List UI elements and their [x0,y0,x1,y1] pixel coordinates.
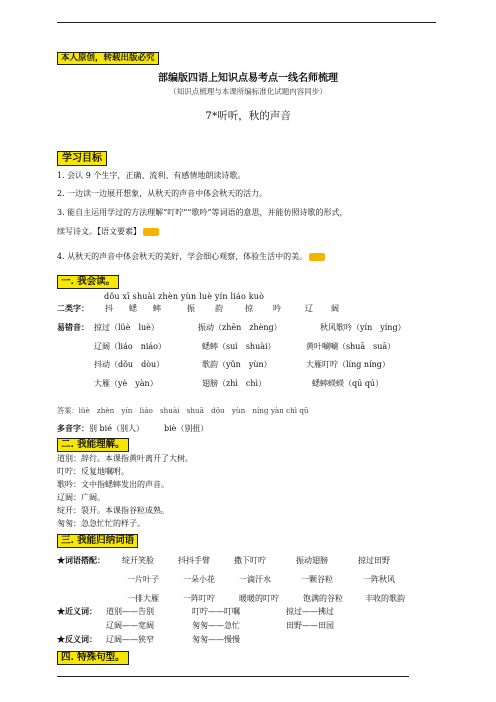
synonym-item: 掠过——拂过 [286,607,334,616]
collocation-item: 一阵叮咛 [183,594,215,603]
polyphone-line [57,423,208,434]
misread-item: 歌韵（yǔn yùn） [202,360,272,369]
goal-item-3: 3. 能自主运用学过的方法理解“叮咛”“歌吟”等词语的意思，并能仿照诗歌的形式， [57,208,348,217]
misread-item: 翅膀（zhì chì） [202,379,267,388]
lesson-title: 7*听听，秋的声音 [205,110,291,122]
answer-line: 答案：lüè zhèn yín liáo shuài shuā dǒu yùn níng yàn chì qū [57,406,309,415]
collocation-row-3 [127,593,447,605]
char-item: 吟 [273,304,281,313]
page-subtitle: （知识点梳理与本课所编标准化试题内容同步） [169,87,327,96]
goal-item-3-cont [57,226,159,237]
misread-item: 辽阔（liáo niáo） [94,342,166,351]
char-item: 振 [187,304,195,313]
definition-item: 绽开：裂开。本课指谷粒成熟。 [57,506,169,515]
collocation-item: 撒下叮咛 [234,556,266,565]
definition-item: 道别：辞行。本课指黄叶离开了大树。 [57,454,193,463]
misread-item: 秋风歌吟（yín yíng） [320,323,406,332]
antonym-item: 辽阔——狭窄 [106,635,154,644]
synonym-row-2 [106,620,426,632]
collocation-label: ★词语搭配： [57,555,105,565]
collocation-item: 绽开笑脸 [122,556,154,565]
misread-item: 蟋蟀（suì shuài） [202,342,276,351]
antonym-item: 匆匆——慢慢 [192,635,240,644]
polyphone-label: 多音字： [57,423,89,433]
misread-item: 抖动（dǒu dòu） [94,360,165,369]
collocation-item: 一颗谷粒 [301,575,333,584]
char-item: 蟀 [153,304,161,313]
goal-item-4-text: 4. 从秋天的声音中体会秋天的美好，学会细心观察，体验生活中的美。 [57,252,308,261]
polyphone-text: 别 bié（别人） biè（别扭） [89,424,209,433]
char-item: 阔 [331,304,339,313]
definition-item: 匆匆：急急忙忙的样子。 [57,519,145,528]
char-item: 蟋 [129,304,137,313]
page-title: 部编版四语上知识点易考点一线名师梳理 [158,73,338,84]
badge-icon [143,228,159,236]
chars-row [57,303,437,315]
collocation-item: 饱满的谷粒 [303,594,343,603]
misread-item: 大雁（yè yàn） [94,379,158,388]
collocation-item: 一排大雁 [127,594,159,603]
top-rule [57,22,436,23]
goal-item-4 [57,251,325,262]
collocation-item: 一滴汗水 [239,575,271,584]
synonym-row-1 [106,606,426,618]
misread-label: 易错音： [57,322,89,332]
bottom-rule [57,676,409,677]
char-item: 韵 [215,304,223,313]
collocation-item: 一片叶子 [127,575,159,584]
goal-item-1: 1. 会认 9 个生字，正确、流利、有感情地朗读诗歌。 [57,171,246,180]
collocation-item: 一阵秋风 [363,575,395,584]
antonym-label: ★反义词： [57,634,97,644]
goal-item-2: 2. 一边读一边展开想象，从秋天的声音中体会秋天的活力。 [57,189,268,198]
pinyin-line: dǒu xī shuài zhèn yùn luè yín liáo kuò [104,292,265,301]
chars-label: 二类字： [57,303,89,313]
badge-icon [309,253,325,261]
collocation-item: 暖暖的叮咛 [239,594,279,603]
misread-item: 掠过（lüè luè） [94,323,159,332]
collocation-item: 抖抖手臂 [178,556,210,565]
misread-item: 大雁叮咛（líng níng） [306,360,390,369]
misread-item: 振动（zhēn zhèng） [198,323,282,332]
synonym-item: 叮咛——叮嘱 [192,607,240,616]
collocation-item: 一朵小花 [183,575,215,584]
section-4-heading: 四. 特殊句型。 [57,651,129,665]
antonym-row [106,634,426,646]
synonym-item: 辽阔——宽阔 [106,621,154,630]
definition-item: 歌吟：文中指蟋蟀发出的声音。 [57,480,169,489]
goals-heading: 学习目标 [57,151,107,166]
section-1-heading: 一. 我会读。 [57,275,119,289]
misread-row-2 [94,341,444,353]
definition-item: 辽阔：广阔。 [57,493,105,502]
misread-item: 蟋蟀𧓌𧓌（qū qú） [312,379,384,388]
goal-item-3-cont-text: 续写诗文。【语文要素】 [57,227,141,236]
synonym-item: 田野——田园 [286,621,334,630]
misread-item: 黄叶唰唰（shuā suā） [306,342,396,351]
synonym-label: ★近义词： [57,606,97,616]
char-item: 抖 [105,304,113,313]
definition-item: 叮咛：反复地嘱咐。 [57,467,129,476]
char-item: 掠 [245,304,253,313]
synonym-item: 道别——告别 [106,607,154,616]
section-2-heading: 二. 我能理解。 [57,438,129,452]
collocation-row-1 [122,555,442,567]
synonym-item: 匆匆——急忙 [192,621,240,630]
char-item: 辽 [305,304,313,313]
misread-row-1 [94,322,444,334]
collocation-row-2 [127,574,447,586]
collocation-item: 掠过田野 [358,556,390,565]
misread-row-4 [94,378,444,390]
collocation-item: 振动翅膀 [296,556,328,565]
misread-row-3 [94,359,444,371]
section-3-heading: 三. 我能归纳词语 [57,534,138,548]
collocation-item: 丰收的歌韵 [365,594,405,603]
notice-box: 本人原创，转载出版必究 [57,52,159,65]
